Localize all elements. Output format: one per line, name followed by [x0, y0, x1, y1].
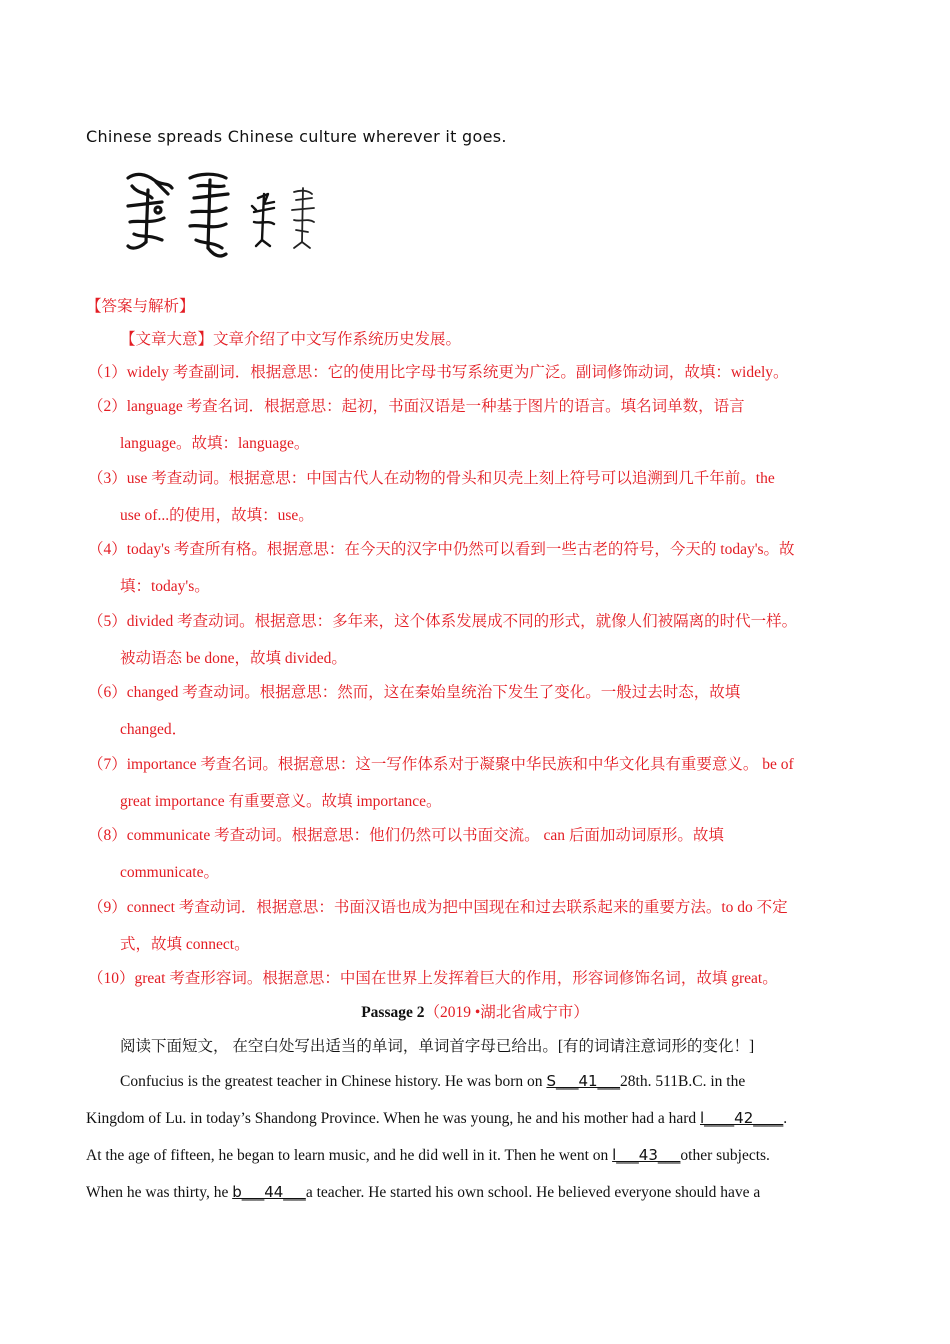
blank-41[interactable]: S___41___	[546, 1072, 621, 1090]
summary: 【文章大意】文章介绍了中文写作系统历史发展。	[120, 331, 462, 348]
answer-5-cont: 被动语态 be done，故填 divided。	[120, 650, 347, 667]
answer-4: （4）today's 考查所有格。根据意思：在今天的汉字中仍然可以看到一些古老的符号，今天的 today's。故	[88, 541, 795, 558]
passage-title	[0, 1003, 950, 1023]
passage-line-4	[86, 1182, 760, 1203]
passage-text: Confucius is the greatest teacher in Chinese history. He was born on	[120, 1073, 547, 1090]
passage-text: .	[783, 1110, 788, 1127]
answer-6: （6）changed 考查动词。根据意思：然而，这在秦始皇统治下发生了变化。一般过去时态，故填	[88, 684, 741, 701]
answer-header: 【答案与解析】	[86, 298, 195, 315]
instructions: 阅读下面短文， 在空白处写出适当的单词，单词首字母已给出。[有的词请注意词形的变化！]	[120, 1038, 755, 1055]
blank-43[interactable]: l___43___	[612, 1146, 681, 1164]
answer-8: （8）communicate 考查动词。根据意思：他们仍然可以书面交流。 can 后面加动词原形。故填	[88, 827, 724, 844]
answer-6-cont: changed．	[120, 721, 188, 738]
passage-text: At the age of fifteen, he began to learn music, and he did well in it. Then he went on	[86, 1147, 613, 1164]
answer-2: （2）language 考查名词．根据意思：起初，书面汉语是一种基于图片的语言。填名词单数，语言	[88, 398, 745, 415]
passage-text: Kingdom of Lu. in today’s Shandong Province. When he was young, he and his mother had a hard	[86, 1110, 701, 1127]
answer-9: （9）connect 考查动词．根据意思：书面汉语也成为把中国现在和过去联系起来的重要方法。to do 不定	[88, 899, 788, 916]
answer-9-cont: 式，故填 connect。	[120, 936, 250, 953]
passage-text: a teacher. He started his own school. He believed everyone should have a	[305, 1184, 761, 1201]
answer-1: （1）widely 考查副词．根据意思：它的使用比字母书写系统更为广泛。副词修饰动词，故填：widely。	[88, 364, 789, 381]
passage-line-2	[86, 1108, 787, 1129]
intro-sentence: Chinese spreads Chinese culture wherever it goes.	[86, 127, 507, 146]
blank-44[interactable]: b___44___	[232, 1183, 306, 1201]
passage-name: Passage 2	[361, 1004, 425, 1021]
answer-3-cont: use of...的使用，故填：use。	[120, 507, 314, 524]
passage-text: other subjects.	[680, 1147, 770, 1164]
answer-10: （10）great 考查形容词。根据意思：中国在世界上发挥着巨大的作用，形容词修饰名词，故填 great。	[88, 970, 778, 987]
passage-text: When he was thirty, he	[86, 1184, 233, 1201]
answer-2-cont: language。故填：language。	[120, 435, 310, 452]
ancient-chinese-characters-figure	[118, 164, 323, 264]
answer-7: （7）importance 考查名词。根据意思：这一写作体系对于凝聚中华民族和中华文化具有重要意义。 be of	[88, 756, 794, 773]
answer-8-cont: communicate。	[120, 864, 219, 881]
passage-text: 28th. 511B.C. in the	[620, 1073, 746, 1090]
passage-line-3	[86, 1145, 770, 1166]
answer-3: （3）use 考查动词。根据意思：中国古代人在动物的骨头和贝壳上刻上符号可以追溯到几千年前。the	[88, 470, 775, 487]
passage-source: （2019 •湖北省咸宁市）	[424, 1004, 589, 1021]
passage-line-1	[120, 1071, 745, 1092]
answer-5: （5）divided 考查动词。根据意思：多年来，这个体系发展成不同的形式，就像人们被隔离的时代一样。	[88, 613, 798, 630]
blank-42[interactable]: l____42____	[700, 1109, 784, 1127]
answer-7-cont: great importance 有重要意义。故填 importance。	[120, 793, 442, 810]
answer-4-cont: 填：today's。	[120, 578, 210, 595]
